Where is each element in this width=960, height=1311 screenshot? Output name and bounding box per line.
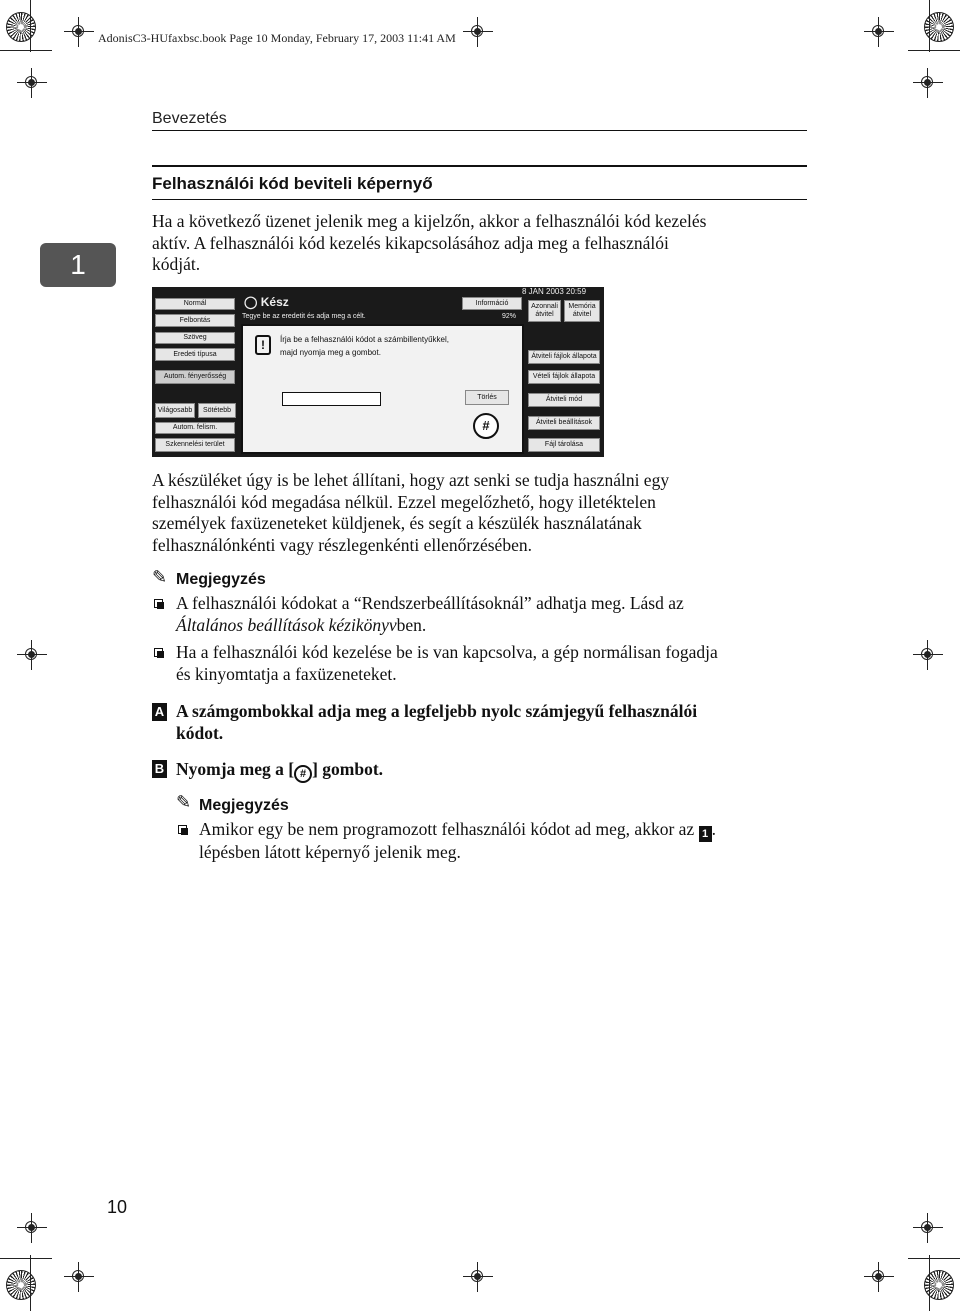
hash-key-icon: # bbox=[294, 765, 312, 783]
lcd-store-file-button[interactable]: Fájl tárolása bbox=[528, 438, 600, 452]
lcd-clear-button[interactable]: Törlés bbox=[465, 390, 509, 405]
pencil-icon: ✎ bbox=[152, 567, 168, 587]
step-reference-badge: 1 bbox=[699, 826, 712, 842]
crop-mark bbox=[908, 50, 960, 51]
lcd-text-button[interactable]: Szöveg bbox=[155, 332, 235, 344]
lcd-hash-button[interactable]: # bbox=[473, 413, 499, 439]
file-info: AdonisC3-HUfaxbsc.book Page 10 Monday, February 17, 2003 11:41 AM bbox=[98, 31, 456, 45]
crop-mark bbox=[0, 50, 52, 51]
note-heading: Megjegyzés bbox=[199, 797, 289, 814]
manual-reference: Általános beállítások kézikönyv bbox=[176, 614, 397, 635]
step-text: Nyomja meg a [ # ] gombot. bbox=[176, 759, 383, 783]
lcd-auto-density-button[interactable]: Autom. fényerősség bbox=[155, 370, 235, 384]
note-item-line: Ha a felhasználói kód kezelése be is van kapcsolva, a gép normálisan fogadja bbox=[176, 642, 718, 662]
step-number-badge: B bbox=[152, 760, 167, 778]
section-title: Felhasználói kód beviteli képernyő bbox=[152, 174, 433, 193]
intro-line: Ha a következő üzenet jelenik meg a kijelzőn, akkor a felhasználói kód kezelés bbox=[152, 211, 707, 231]
crosshair-icon bbox=[913, 640, 943, 670]
crosshair-icon bbox=[864, 17, 894, 47]
crop-mark bbox=[929, 1255, 930, 1311]
lcd-dialog-line2: majd nyomja meg a gombot. bbox=[280, 348, 381, 357]
crosshair-icon bbox=[17, 68, 47, 98]
lcd-tx-settings-button[interactable]: Átviteli beállítások bbox=[528, 416, 600, 430]
section-top-rule bbox=[152, 165, 807, 167]
lcd-tx-mode-button[interactable]: Átviteli mód bbox=[528, 393, 600, 407]
lcd-tx-file-status-button[interactable]: Átviteli fájlok állapota bbox=[528, 350, 600, 364]
note-item bbox=[176, 642, 718, 685]
crosshair-icon bbox=[64, 1262, 94, 1292]
intro-line: aktív. A felhasználói kód kezelés kikapcsolásához adja meg a felhasználói bbox=[152, 232, 669, 253]
lcd-rx-file-status-button[interactable]: Vételi fájlok állapota bbox=[528, 370, 600, 384]
lcd-memory: 92% bbox=[502, 313, 517, 320]
running-title: Bevezetés bbox=[152, 110, 227, 127]
lcd-scan-area-button[interactable]: Szkennelési terület bbox=[155, 438, 235, 452]
lcd-darker-button[interactable]: Sötétebb bbox=[198, 403, 236, 418]
paragraph-line: felhasználói kód megadása nélkül. Ezzel megelőzhető, hogy illetéktelen bbox=[152, 491, 656, 512]
crosshair-icon bbox=[17, 1213, 47, 1243]
registration-star-icon bbox=[6, 12, 36, 42]
warning-icon: ! bbox=[255, 335, 271, 355]
lcd-normal-button[interactable]: Normál bbox=[155, 298, 235, 310]
crosshair-icon bbox=[64, 17, 94, 47]
note-item-line: és kinyomtatja a faxüzeneteket. bbox=[176, 663, 397, 684]
step-text bbox=[176, 701, 697, 744]
note-item-line: lépésben látott képernyő jelenik meg. bbox=[199, 842, 461, 862]
lcd-immediate-tx-button[interactable]: Azonnali átvitel bbox=[528, 300, 561, 322]
lcd-memory-tx-button[interactable]: Memória átvitel bbox=[564, 300, 600, 322]
lcd-screenshot bbox=[152, 287, 604, 457]
lcd-user-code-field[interactable] bbox=[282, 392, 381, 406]
note-item-line: Általános beállítások kézikönyvben. bbox=[176, 614, 427, 635]
lcd-auto-detect-button[interactable]: Autom. felism. bbox=[155, 422, 235, 434]
checkbox-bullet-icon bbox=[178, 825, 187, 834]
lcd-dialog bbox=[241, 324, 524, 454]
crop-mark bbox=[929, 0, 930, 52]
registration-star-icon bbox=[6, 1270, 36, 1300]
section-bottom-rule bbox=[152, 199, 807, 200]
step-line: A számgombokkal adja meg a legfeljebb nyolc számjegyű felhasználói bbox=[176, 701, 698, 721]
note-heading: Megjegyzés bbox=[176, 571, 266, 588]
body-paragraph bbox=[152, 470, 669, 556]
lcd-resolution-button[interactable]: Felbontás bbox=[155, 314, 235, 327]
step-line: kódot. bbox=[176, 722, 224, 743]
lcd-status-title: ◯ Kész bbox=[244, 295, 289, 309]
crosshair-icon bbox=[463, 17, 493, 47]
crop-mark bbox=[30, 0, 31, 52]
lcd-original-type-button[interactable]: Eredeti típusa bbox=[155, 348, 235, 361]
crop-mark bbox=[0, 1258, 52, 1259]
note-item-line: A felhasználói kódokat a “Rendszerbeállításoknál” adhatja meg. Lásd az bbox=[176, 593, 684, 613]
paragraph-line: személyek faxüzeneteket küldjenek, és segít a készülék használatának bbox=[152, 513, 642, 533]
lcd-dialog-line1: Írja be a felhasználói kódot a számbillentyűkkel, bbox=[280, 335, 449, 344]
page-number: 10 bbox=[107, 1197, 128, 1217]
crop-mark bbox=[908, 1258, 960, 1259]
crop-mark bbox=[30, 1255, 31, 1311]
crosshair-icon bbox=[463, 1262, 493, 1292]
note-item bbox=[199, 819, 716, 864]
lcd-status-sub: Tegye be az eredetit és adja meg a célt. bbox=[242, 313, 366, 320]
header-rule bbox=[152, 130, 807, 131]
checkbox-bullet-icon bbox=[154, 599, 163, 608]
note-item-line: Amikor egy be nem programozott felhasználói kódot ad meg, akkor az 1 . bbox=[199, 819, 716, 840]
crosshair-icon bbox=[913, 68, 943, 98]
chapter-tab: 1 bbox=[40, 243, 116, 287]
checkbox-bullet-icon bbox=[154, 648, 163, 657]
paragraph-line: felhasználónkénti vagy részlegenkénti ellenőrzésében. bbox=[152, 534, 532, 555]
lcd-info-button[interactable]: Információ bbox=[462, 297, 522, 310]
paragraph-line: A készüléket úgy is be lehet állítani, hogy azt senki se tudja használni egy bbox=[152, 470, 670, 490]
intro-line: kódját. bbox=[152, 254, 201, 274]
crosshair-icon bbox=[864, 1262, 894, 1292]
crosshair-icon bbox=[913, 1213, 943, 1243]
crosshair-icon bbox=[17, 640, 47, 670]
note-item bbox=[176, 593, 684, 636]
lcd-date: 8 JAN 2003 20:59 bbox=[522, 287, 587, 296]
pencil-icon: ✎ bbox=[176, 792, 192, 812]
step-number-badge: A bbox=[152, 703, 167, 721]
intro-paragraph bbox=[152, 211, 706, 276]
lcd-lighter-button[interactable]: Világosabb bbox=[155, 403, 195, 418]
